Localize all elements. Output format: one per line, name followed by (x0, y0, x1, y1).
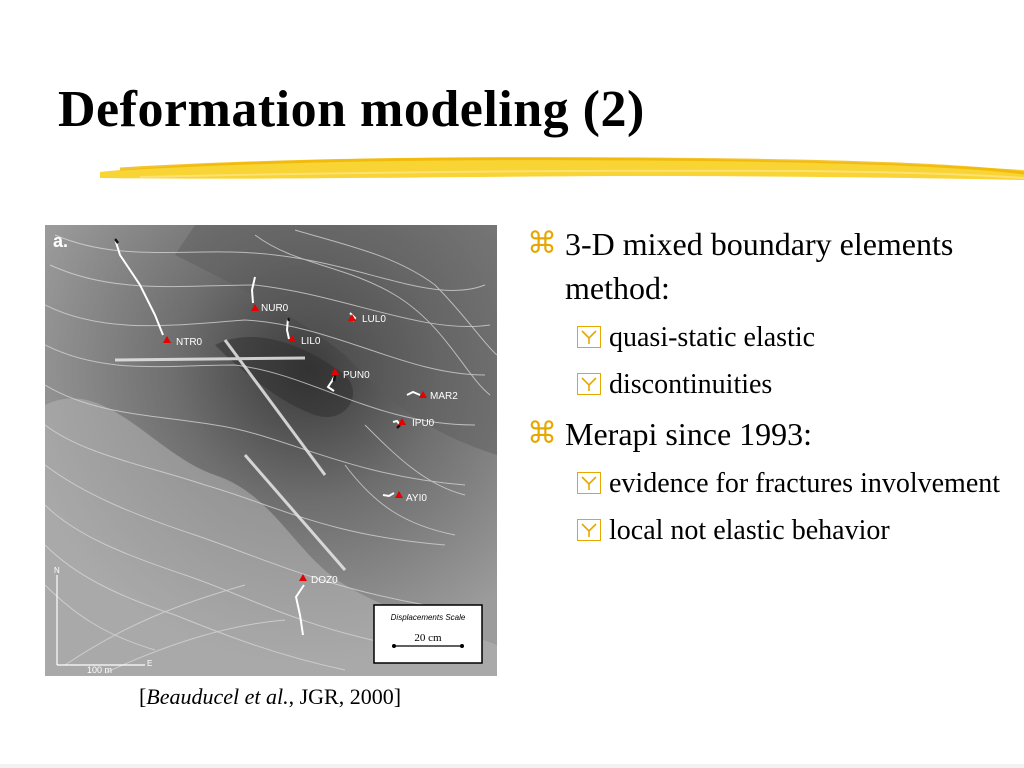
bullet-text: Merapi since 1993: (565, 416, 813, 452)
caption-authors: Beauducel et al. (146, 684, 289, 709)
bullet-list (525, 222, 1015, 558)
station-label: LIL0 (301, 336, 321, 347)
yen-box-bullet-icon (577, 326, 601, 348)
bullet-item (525, 222, 1015, 310)
sub-bullet-item (577, 464, 1015, 503)
command-bullet-icon: ⌘ (527, 226, 557, 261)
yen-box-bullet-icon (577, 373, 601, 395)
figure-caption: [Beauducel et al., JGR, 2000] (138, 684, 402, 709)
north-label: N (54, 566, 60, 575)
merapi-displacement-map (45, 225, 497, 676)
slide-title: Deformation modeling (2) (58, 81, 645, 138)
sub-bullet-item (577, 365, 1015, 404)
station-label: NUR0 (261, 303, 289, 314)
panel-label: a. (53, 231, 69, 251)
scale-box-title: Displacements Scale (390, 613, 466, 622)
station-label: DOZ0 (311, 575, 338, 586)
yen-box-bullet-icon (577, 472, 601, 494)
station-label: MAR2 (430, 391, 458, 402)
sub-bullet-text: quasi-static elastic (609, 322, 816, 353)
displacement-scale-box (374, 605, 482, 663)
station-label: PUN0 (343, 370, 370, 381)
sub-bullet-item (577, 318, 1015, 357)
command-bullet-icon: ⌘ (527, 416, 557, 451)
scale-box-value: 20 cm (414, 632, 442, 644)
sub-bullet-item (577, 511, 1015, 550)
station-label: IPU0 (412, 418, 435, 429)
station-label: LUL0 (362, 314, 386, 325)
station-label: NTR0 (176, 337, 203, 348)
station-label: AYI0 (406, 493, 427, 504)
bottom-divider (0, 764, 1024, 768)
bullet-item (525, 412, 1015, 456)
sub-bullet-text: local not elastic behavior (609, 515, 890, 546)
east-label: E (147, 659, 153, 668)
sub-bullet-text: discontinuities (609, 369, 773, 400)
sub-bullet-text: evidence for fractures involvement (609, 468, 1001, 499)
bullet-text: 3-D mixed boundary elements method: (565, 226, 954, 306)
title-highlight-stroke (100, 150, 1024, 190)
distance-label: 100 m (87, 665, 113, 675)
yen-box-bullet-icon (577, 519, 601, 541)
